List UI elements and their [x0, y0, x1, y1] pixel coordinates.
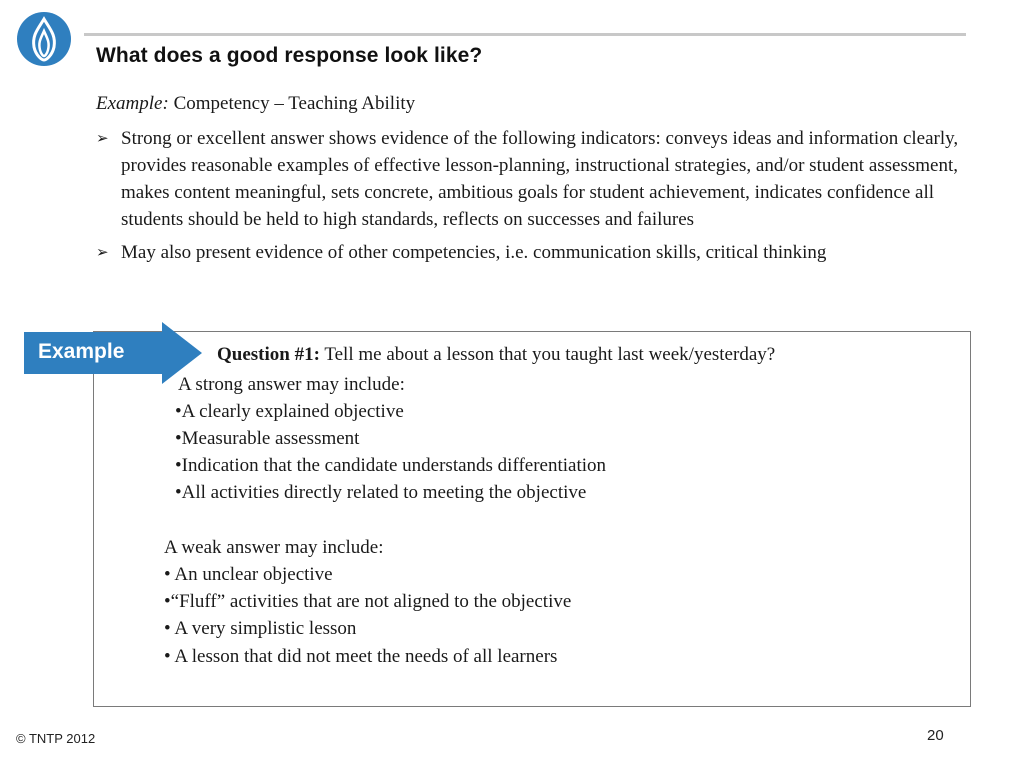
weak-answer-heading: A weak answer may include:: [164, 537, 384, 558]
indicator-list: [96, 125, 986, 272]
weak-answer-item: • An unclear objective: [164, 564, 333, 585]
strong-answer-item: •A clearly explained objective: [175, 401, 404, 422]
list-item: [96, 239, 986, 266]
weak-answer-item: • A lesson that did not meet the needs of all learners: [164, 646, 558, 667]
weak-answer-item: • A very simplistic lesson: [164, 618, 357, 639]
weak-answer-item: •“Fluff” activities that are not aligned to the objective: [164, 591, 572, 612]
copyright-text: © TNTP 2012: [16, 731, 96, 746]
page-number: 20: [927, 727, 944, 744]
arrow-bullet-icon: ➢: [96, 129, 109, 147]
example-competency-line: [96, 93, 415, 115]
header-rule: [84, 33, 966, 36]
question-text: Tell me about a lesson that you taught last week/yesterday?: [319, 344, 776, 365]
strong-answer-item: •Measurable assessment: [175, 428, 360, 449]
list-item-text: Strong or excellent answer shows evidence of the following indicators: conveys ideas and information clearly, provides reasonable examples of effective lesson-planning, instructional strategies, and/or student assessment, makes content meaningful, sets concrete, ambitious goals for student achievement, indicates confidence all students should be held to high standards, reflects on successes and failures: [121, 128, 959, 230]
strong-answer-item: •All activities directly related to meeting the objective: [175, 482, 587, 503]
arrow-bullet-icon: ➢: [96, 243, 109, 261]
list-item: [96, 125, 986, 233]
example-tag-label: Example: [38, 340, 125, 363]
strong-answer-heading: A strong answer may include:: [178, 374, 405, 395]
strong-answer-item: •Indication that the candidate understands differentiation: [175, 455, 607, 476]
list-item-text: May also present evidence of other competencies, i.e. communication skills, critical thinking: [121, 242, 827, 263]
example-label: Example:: [96, 93, 169, 114]
question-line: [217, 344, 775, 366]
page-title: What does a good response look like?: [96, 44, 483, 67]
example-competency-text: Competency – Teaching Ability: [168, 93, 416, 114]
flame-logo-icon: [16, 11, 72, 67]
question-label: Question #1:: [217, 344, 320, 365]
